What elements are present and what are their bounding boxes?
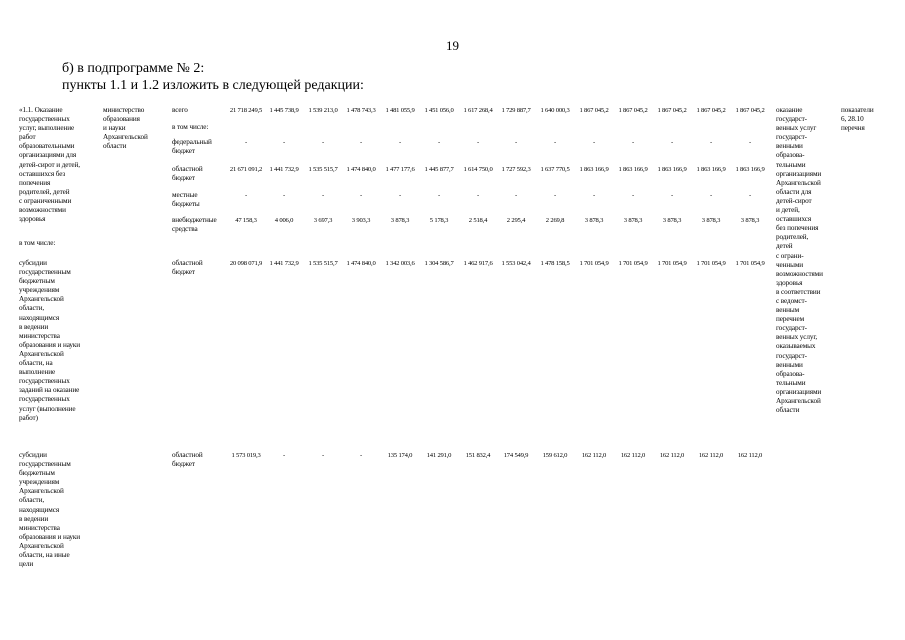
subsidy-1-name: субсидии государственным бюджетным учреждениям Архангельской области, находящимся в ведении министерства образования и науки Архангельской области, на выполнение государственных заданий на оказание государственных услуг (выполнение работ): [19, 259, 81, 422]
amount-cell: 1 867 045,2: [735, 107, 765, 114]
amount-cell: 1 342 003,6: [385, 260, 415, 267]
amount-cell: -: [749, 192, 751, 199]
source-in-that-number: в том числе:: [172, 123, 209, 131]
source-federal: федеральный бюджет: [172, 138, 212, 156]
source-regional: областной бюджет: [172, 165, 203, 183]
amount-cell: 1 863 166,9: [579, 166, 609, 173]
amount-cell: -: [671, 139, 673, 146]
amount-cell: 1 445 738,9: [269, 107, 299, 114]
amount-cell: 3 878,3: [584, 217, 604, 224]
amount-cell: -: [360, 139, 362, 146]
amount-cell: 1 304 586,7: [424, 260, 454, 267]
subsidy-2-name: субсидии государственным бюджетным учреждениям Архангельской области, находящимся в ведении министерства образования и науки Архангельской области, на иные цели: [19, 451, 81, 569]
amount-cell: 47 158,3: [235, 217, 257, 224]
amount-cell: 1 451 056,0: [424, 107, 454, 114]
amount-cell: 1 441 732,9: [269, 166, 299, 173]
page-number: 19: [446, 38, 459, 53]
amount-cell: -: [360, 192, 362, 199]
amount-cell: 1 462 917,6: [463, 260, 493, 267]
amount-cell: 1 701 054,9: [735, 260, 765, 267]
amount-cell: 3 878,3: [740, 217, 760, 224]
amount-cell: 1 863 166,9: [735, 166, 765, 173]
source-extrabudgetary: внебюджетные средства: [172, 216, 217, 234]
amount-cell: 5 178,3: [429, 217, 449, 224]
amount-cell: 3 878,3: [662, 217, 682, 224]
amount-cell: 1 863 166,9: [657, 166, 687, 173]
amount-cell: 1 478 743,3: [346, 107, 376, 114]
amount-cell: 21 671 091,2: [229, 166, 263, 173]
amount-cell: 162 112,0: [659, 452, 685, 459]
amount-cell: 162 112,0: [620, 452, 646, 459]
amount-cell: 1 474 840,0: [346, 166, 376, 173]
amount-cell: 4 006,0: [274, 217, 294, 224]
amount-cell: 2 518,4: [468, 217, 488, 224]
amount-cell: 162 112,0: [737, 452, 763, 459]
amount-cell: -: [477, 139, 479, 146]
subsidy-2-source: областной бюджет: [172, 451, 203, 469]
amount-cell: 1 573 019,3: [231, 452, 261, 459]
amount-cell: -: [245, 192, 247, 199]
amount-cell: -: [399, 192, 401, 199]
amount-cell: -: [322, 452, 324, 459]
amount-cell: 3 878,3: [701, 217, 721, 224]
item-1-1-executor: министерство образования и науки Архангельской области: [103, 106, 148, 151]
subsidy-1-source: областной бюджет: [172, 259, 203, 277]
amount-cell: -: [515, 139, 517, 146]
amount-cell: -: [283, 452, 285, 459]
amount-cell: 1 867 045,2: [579, 107, 609, 114]
amount-cell: 1 867 045,2: [618, 107, 648, 114]
amount-cell: 1 481 055,9: [385, 107, 415, 114]
amount-cell: -: [671, 192, 673, 199]
amount-cell: 1 701 054,9: [579, 260, 609, 267]
amount-cell: -: [632, 139, 634, 146]
amount-cell: 3 697,3: [313, 217, 333, 224]
amount-cell: -: [399, 139, 401, 146]
amount-cell: -: [360, 452, 362, 459]
amount-cell: 1 617 268,4: [463, 107, 493, 114]
amount-cell: 162 112,0: [581, 452, 607, 459]
amount-cell: 1 863 166,9: [618, 166, 648, 173]
amount-cell: 1 637 770,5: [540, 166, 570, 173]
amount-cell: 159 612,0: [542, 452, 568, 459]
item-1-1-result: оказание государст- венных услуг государст- венными образова- тельными организациями Архангельской области для детей-сирот и детей, оставшихся без попечения родителей, детей с ограни- ченными возможностями здоровья в соответствии с ведомст- венным перечнем государст- венных услуг, оказываемых государст- венными образова- тельными организациями Архангельской области: [776, 106, 823, 415]
amount-cell: 1 553 042,4: [501, 260, 531, 267]
amount-cell: 20 098 071,9: [229, 260, 263, 267]
amount-cell: 1 727 592,3: [501, 166, 531, 173]
item-1-1-name: «1.1. Оказание государственных услуг, выполнение работ образовательными организациями для детей-сирот и детей, оставшихся без попечения родителей, детей с ограниченными возможностями здоровья: [19, 106, 80, 224]
amount-cell: -: [632, 192, 634, 199]
amount-cell: -: [322, 139, 324, 146]
source-local: местные бюджеты: [172, 191, 200, 209]
amount-cell: 1 477 177,6: [385, 166, 415, 173]
amount-cell: 135 174,0: [387, 452, 413, 459]
amount-cell: 1 478 158,5: [540, 260, 570, 267]
amount-cell: 1 474 840,0: [346, 260, 376, 267]
item-1-1-indicators: показатели 6, 28.10 перечня: [841, 106, 874, 133]
amount-cell: 151 832,4: [465, 452, 491, 459]
amount-cell: 3 878,3: [623, 217, 643, 224]
amount-cell: 174 549,9: [503, 452, 529, 459]
amount-cell: 1 867 045,2: [696, 107, 726, 114]
amount-cell: 1 441 732,9: [269, 260, 299, 267]
amount-cell: -: [438, 192, 440, 199]
amount-cell: 141 291,0: [426, 452, 452, 459]
amount-cell: 1 867 045,2: [657, 107, 687, 114]
amount-cell: -: [554, 139, 556, 146]
amount-cell: 21 718 249,5: [229, 107, 263, 114]
amount-cell: 1 535 515,7: [308, 166, 338, 173]
amount-cell: 1 863 166,9: [696, 166, 726, 173]
amount-cell: 1 701 054,9: [657, 260, 687, 267]
section-subheading: пункты 1.1 и 1.2 изложить в следующей редакции:: [62, 78, 364, 93]
amount-cell: -: [283, 192, 285, 199]
amount-cell: -: [283, 139, 285, 146]
amount-cell: 3 878,3: [390, 217, 410, 224]
amount-cell: 2 295,4: [506, 217, 526, 224]
section-heading: б) в подпрограмме № 2:: [62, 61, 205, 76]
amount-cell: 2 269,8: [545, 217, 565, 224]
amount-cell: 1 535 515,7: [308, 260, 338, 267]
amount-cell: 3 903,3: [351, 217, 371, 224]
amount-cell: 1 701 054,9: [618, 260, 648, 267]
amount-cell: -: [322, 192, 324, 199]
amount-cell: -: [710, 192, 712, 199]
amount-cell: -: [515, 192, 517, 199]
amount-cell: -: [593, 192, 595, 199]
source-total: всего: [172, 106, 188, 114]
amount-cell: -: [710, 139, 712, 146]
amount-cell: 1 614 750,0: [463, 166, 493, 173]
amount-cell: 1 701 054,9: [696, 260, 726, 267]
item-1-1-in-that-number: в том числе:: [19, 239, 56, 247]
amount-cell: 1 539 213,0: [308, 107, 338, 114]
amount-cell: -: [477, 192, 479, 199]
amount-cell: -: [554, 192, 556, 199]
amount-cell: 1 729 887,7: [501, 107, 531, 114]
amount-cell: -: [245, 139, 247, 146]
amount-cell: -: [438, 139, 440, 146]
amount-cell: 162 112,0: [698, 452, 724, 459]
amount-cell: 1 640 000,3: [540, 107, 570, 114]
amount-cell: 1 445 877,7: [424, 166, 454, 173]
amount-cell: -: [749, 139, 751, 146]
amount-cell: -: [593, 139, 595, 146]
